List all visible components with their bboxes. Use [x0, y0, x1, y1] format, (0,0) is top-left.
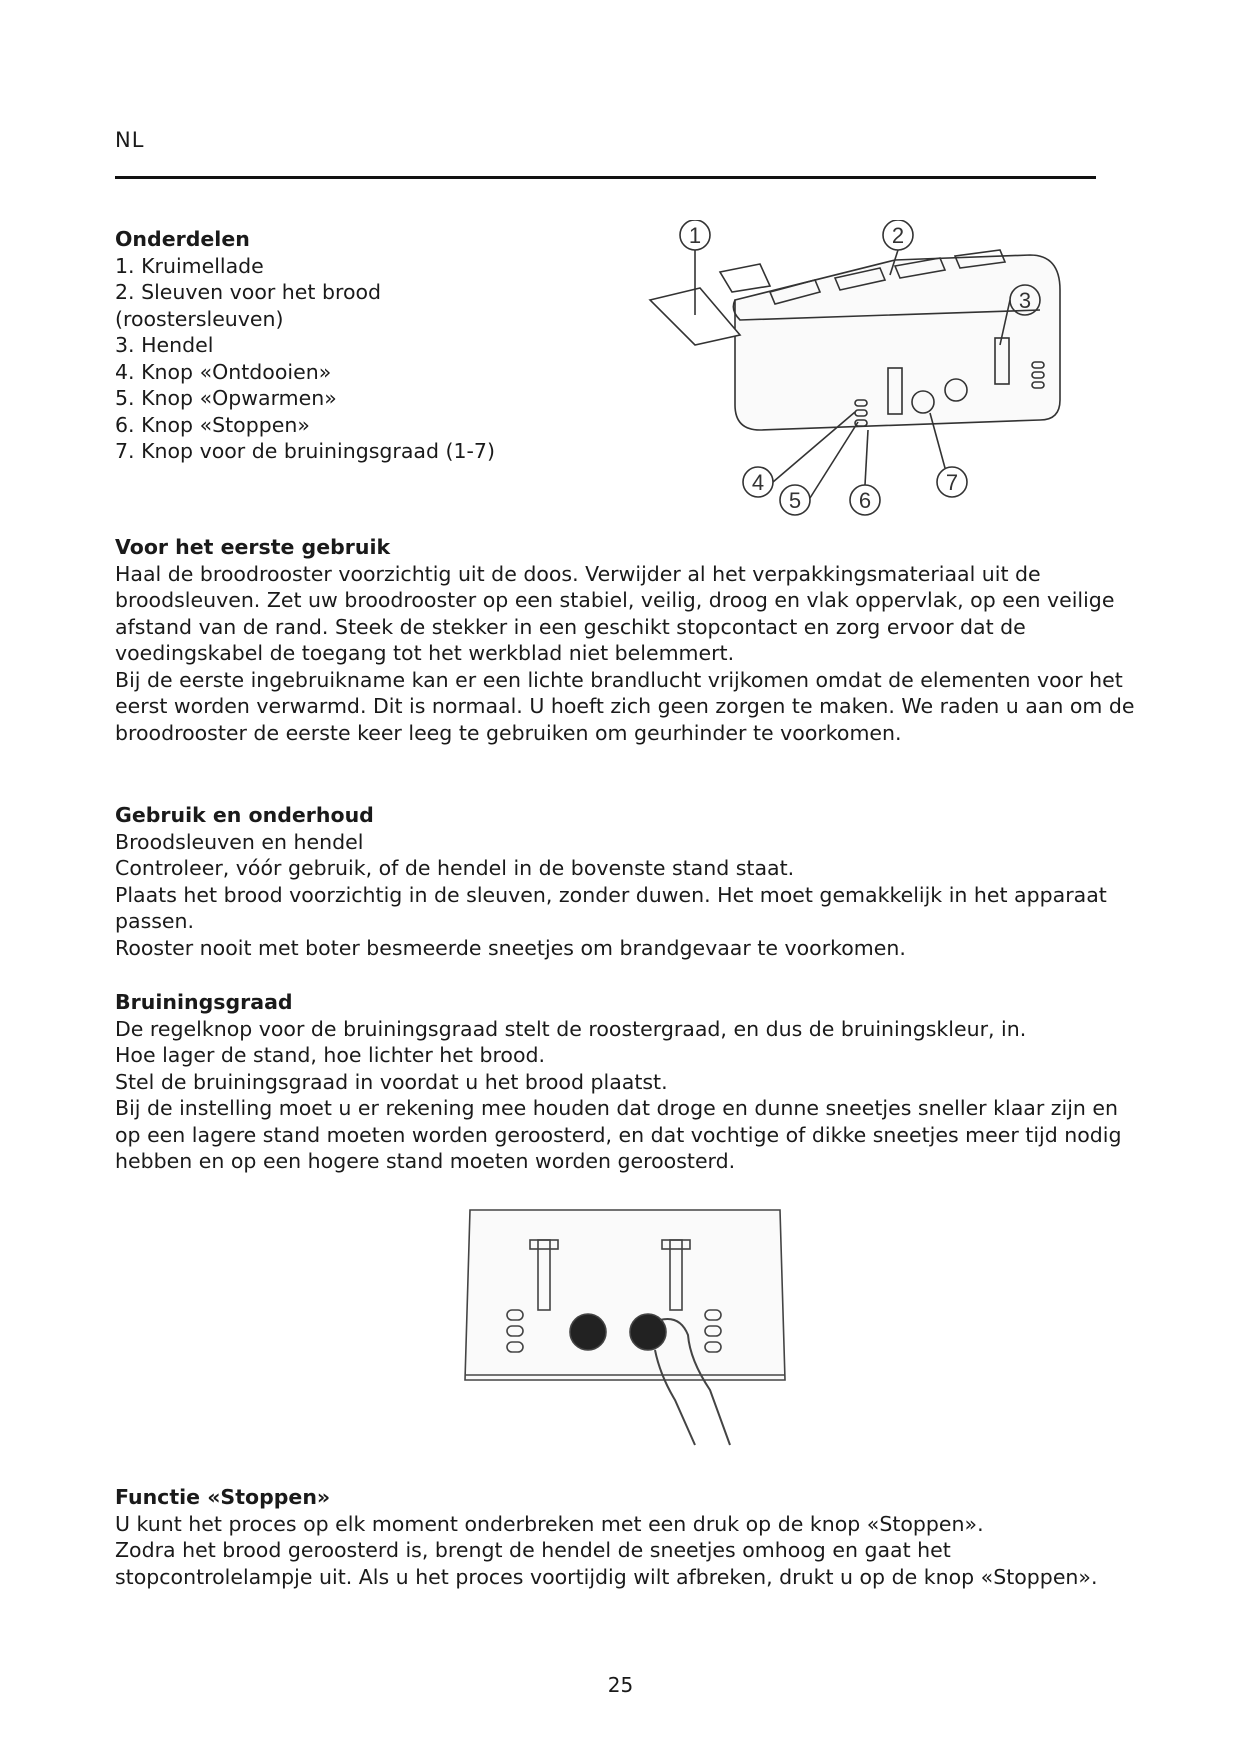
label-7: 7 — [945, 470, 959, 495]
first-use-p1: Haal de broodrooster voorzichtig uit de doos. Verwijder al het verpakkingsmateriaal uit de broodsleuven. Zet uw broodrooster op een stabiel, veilig, droog en vlak oppervlak, op een veilige afstand van de rand. Steek de stekker in een geschikt stopcontact en zorg ervoor dat de voedingskabel de toegang tot het werkblad niet belemmert. — [115, 561, 1115, 665]
browning-p3: Stel de bruiningsgraad in voordat u het brood plaatst. — [115, 1069, 668, 1094]
part-item: 4. Knop «Ontdooien» — [115, 359, 332, 384]
use-p2: Plaats het brood voorzichtig in de sleuven, zonder duwen. Het moet gemakkelijk in het apparaat passen. — [115, 882, 1107, 933]
parts-title: Onderdelen — [115, 227, 250, 251]
toaster-parts-diagram — [640, 220, 1090, 530]
part-item: 6. Knop «Stoppen» — [115, 412, 310, 437]
label-2: 2 — [891, 223, 905, 248]
use-p3: Rooster nooit met boter besmeerde sneetjes om brandgevaar te voorkomen. — [115, 935, 906, 960]
browning-p1: De regelknop voor de bruiningsgraad stelt de roostergraad, en dus de bruiningskleur, in. — [115, 1016, 1027, 1041]
header-rule — [115, 176, 1096, 179]
part-item: 3. Hendel — [115, 333, 214, 357]
label-6: 6 — [858, 488, 872, 513]
browning-p2: Hoe lager de stand, hoe lichter het brood. — [115, 1043, 546, 1067]
part-item: 2. Sleuven voor het brood — [115, 280, 382, 304]
language-header: NL — [115, 128, 145, 152]
stop-title: Functie «Stoppen» — [115, 1485, 331, 1509]
browning-knob-diagram — [460, 1200, 790, 1450]
first-use-section — [115, 534, 1135, 746]
part-item: (roostersleuven) — [115, 306, 284, 331]
browning-title: Bruiningsgraad — [115, 990, 293, 1014]
part-item: 7. Knop voor de bruiningsgraad (1-7) — [115, 439, 495, 463]
stop-section — [115, 1484, 1135, 1590]
stop-p2: Zodra het brood geroosterd is, brengt de hendel de sneetjes omhoog en gaat het stopcontrolelampje uit. Als u het proces voortijdig wilt afbreken, drukt u op de knop «Stoppen». — [115, 1538, 1098, 1589]
label-4: 4 — [751, 470, 765, 495]
label-1: 1 — [688, 223, 702, 248]
use-title: Gebruik en onderhoud — [115, 803, 374, 827]
label-5: 5 — [788, 488, 802, 513]
first-use-title: Voor het eerste gebruik — [115, 535, 391, 559]
browning-section — [115, 989, 1135, 1175]
use-p1: Controleer, vóór gebruik, of de hendel in de bovenste stand staat. — [115, 856, 795, 880]
page-number: 25 — [607, 1673, 634, 1697]
browning-p4: Bij de instelling moet u er rekening mee houden dat droge en dunne sneetjes sneller klaar zijn en op een lagere stand moeten worden geroosterd, en dat vochtige of dikke sneetjes meer tijd nodig hebben en op een hogere stand moeten worden geroosterd. — [115, 1096, 1122, 1173]
first-use-p2: Bij de eerste ingebruikname kan er een lichte brandlucht vrijkomen omdat de elementen voor het eerst worden verwarmd. Dit is normaal. U hoeft zich geen zorgen te maken. We raden u aan om de broodrooster de eerste keer leeg te gebruiken om geurhinder te voorkomen. — [115, 667, 1135, 745]
label-3: 3 — [1018, 288, 1032, 313]
part-item: 1. Kruimellade — [115, 253, 264, 278]
parts-section — [115, 226, 635, 465]
stop-p1: U kunt het proces op elk moment onderbreken met een druk op de knop «Stoppen». — [115, 1511, 984, 1536]
part-item: 5. Knop «Opwarmen» — [115, 386, 337, 410]
use-section — [115, 802, 1135, 961]
use-sub: Broodsleuven en hendel — [115, 829, 364, 854]
